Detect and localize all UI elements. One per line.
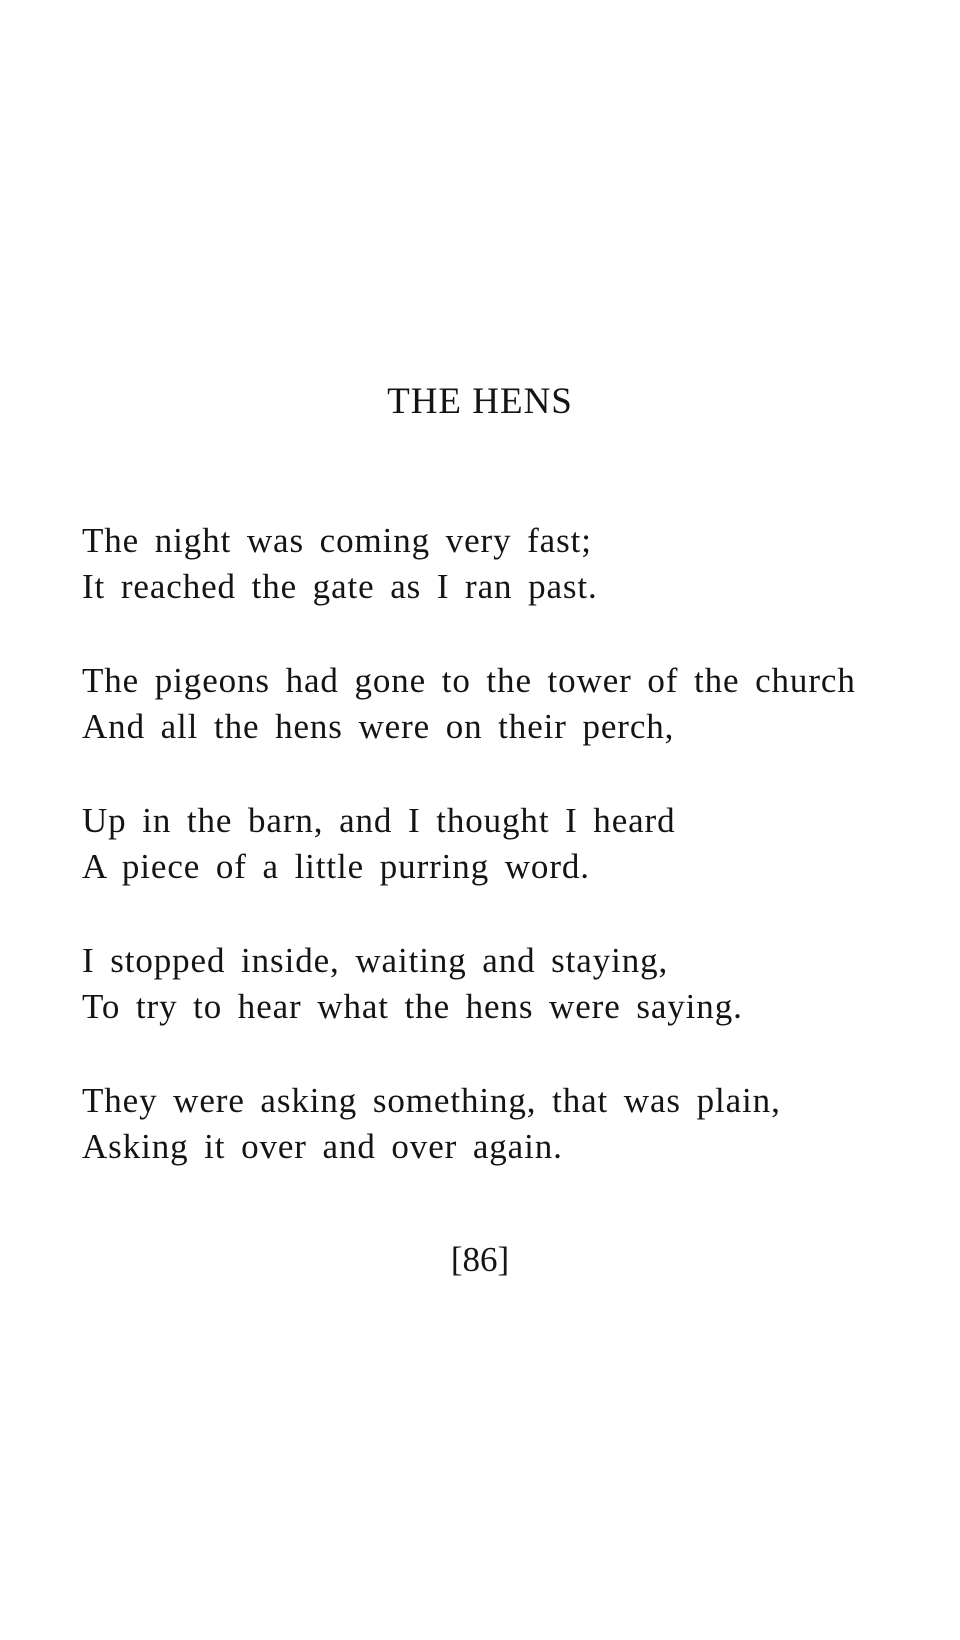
stanza	[82, 1078, 942, 1218]
poem-line: To try to hear what the hens were saying.	[82, 987, 743, 1026]
stanza	[82, 658, 942, 798]
poem-line: I stopped inside, waiting and staying,	[82, 941, 669, 980]
stanza	[82, 518, 942, 658]
poem-line: Up in the barn, and I thought I heard	[82, 801, 676, 840]
stanza	[82, 798, 942, 938]
poem-line: Asking it over and over again.	[82, 1127, 563, 1166]
poem-line: The night was coming very fast;	[82, 521, 592, 560]
poem-line: The pigeons had gone to the tower of the church	[82, 661, 856, 700]
poem-body	[82, 518, 942, 1218]
page-number: [86]	[450, 1240, 510, 1279]
poem-line: And all the hens were on their perch,	[82, 707, 675, 746]
poem-line: They were asking something, that was plain,	[82, 1081, 781, 1120]
stanza	[82, 938, 942, 1078]
poem-title: THE HENS	[387, 381, 573, 422]
poem-line: It reached the gate as I ran past.	[82, 567, 598, 606]
poem-line: A piece of a little purring word.	[82, 847, 590, 886]
